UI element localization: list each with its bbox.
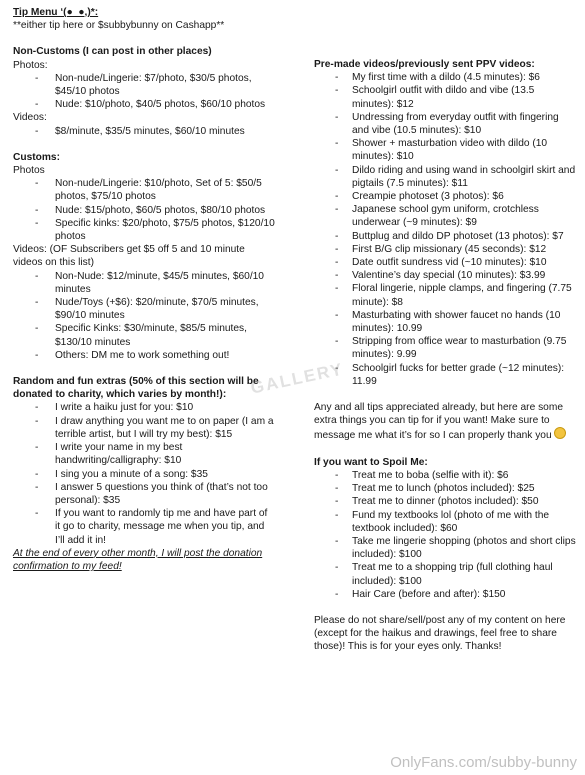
- extras-heading: Random and fun extras (50% of this section will be donated to charity, which varies by month!):: [13, 376, 259, 401]
- list-item: - Floral lingerie, nipple clamps, and fingering (7.75 minute): $8: [314, 282, 576, 308]
- list-item: - Buttplug and dildo DP photoset (13 photos): $7: [314, 230, 576, 243]
- appreciation-body: Any and all tips appreciated already, but here are some extra things you can tip for if you want! Make sure to message me what it’s for so I can properly thank you: [314, 402, 563, 442]
- spoil-heading: If you want to Spoil Me:: [314, 456, 428, 468]
- list-item: - Nude: $15/photo, $60/5 photos, $80/10 photos: [13, 204, 275, 217]
- premade-list: [314, 71, 576, 388]
- appreciation-text: [314, 401, 576, 443]
- list-item: - Others: DM me to work something out!: [13, 349, 275, 362]
- list-item: - Treat me to a shopping trip (full clothing haul included): $100: [314, 561, 576, 587]
- center-watermark: GALLERY: [249, 359, 346, 398]
- noncustoms-heading: Non-Customs (I can post in other places): [13, 46, 212, 58]
- list-item: - Nude: $10/photo, $40/5 photos, $60/10 photos: [13, 98, 275, 111]
- list-item: - Date outfit sundress vid (~10 minutes): $10: [314, 256, 576, 269]
- list-item: - Treat me to dinner (photos included): $50: [314, 495, 576, 508]
- customs-heading: Customs:: [13, 151, 60, 163]
- list-item: - Fund my textbooks lol (photo of me with the textbook included): $60: [314, 509, 576, 535]
- left-column: [13, 6, 275, 573]
- list-item: - Shower + masturbation video with dildo (10 minutes): $10: [314, 137, 576, 163]
- list-item: - If you want to randomly tip me and have part of it go to charity, message me when you tip, and I’ll add it in!: [13, 507, 275, 547]
- list-item: - Creampie photoset (3 photos): $6: [314, 190, 576, 203]
- list-item: - I draw anything you want me to on paper (I am a terrible artist, but I will try my best): $15: [13, 415, 275, 441]
- customs-photos-label: Photos: [13, 165, 45, 177]
- list-item: - Specific kinks: $20/photo, $75/5 photos, $120/10 photos: [13, 217, 275, 243]
- menu-title: Tip Menu ‘(●_●,)*:: [13, 7, 99, 18]
- list-item: - Treat me to boba (selfie with it): $6: [314, 469, 576, 482]
- list-item: - Stripping from office wear to masturbation (9.75 minutes): 9.99: [314, 335, 576, 361]
- list-item: - $8/minute, $35/5 minutes, $60/10 minutes: [13, 125, 275, 138]
- premade-heading: Pre-made videos/previously sent PPV videos:: [314, 59, 535, 70]
- list-item: - I sing you a minute of a song: $35: [13, 468, 275, 481]
- list-item: - Nude/Toys (+$6): $20/minute, $70/5 minutes, $90/10 minutes: [13, 296, 275, 322]
- list-item: - I write your name in my best handwriting/calligraphy: $10: [13, 441, 275, 467]
- list-item: - Japanese school gym uniform, crotchless underwear (~9 minutes): $9: [314, 203, 576, 229]
- list-item: - Specific Kinks: $30/minute, $85/5 minutes, $130/10 minutes: [13, 322, 275, 348]
- list-item: - Masturbating with shower faucet no hands (10 minutes): 10.99: [314, 309, 576, 335]
- extras-footer: At the end of every other month, I will post the donation confirmation to my feed!: [13, 547, 263, 572]
- list-item: - Non-nude/Lingerie: $10/photo, Set of 5: $50/5 photos, $75/10 photos: [13, 177, 275, 203]
- list-item: - First B/G clip missionary (45 seconds): $12: [314, 243, 576, 256]
- closing-text: Please do not share/sell/post any of my content on here (except for the haikus and drawings, feel free to share those)! This is for your eyes only. Thanks!: [314, 614, 566, 653]
- noncustoms-videos-label: Videos:: [13, 112, 47, 124]
- list-item: - Valentine’s day special (10 minutes): $3.99: [314, 269, 576, 282]
- noncustoms-videos-list: [13, 125, 275, 138]
- corner-watermark: OnlyFans.com/subby-bunny: [390, 753, 577, 771]
- list-item: - I answer 5 questions you think of (that’s not too personal): $35: [13, 481, 275, 507]
- customs-photos-list: [13, 177, 275, 243]
- list-item: - Schoolgirl outfit with dildo and vibe (13.5 minutes): $12: [314, 84, 576, 110]
- customs-videos-list: [13, 270, 275, 362]
- list-item: - My first time with a dildo (4.5 minutes): $6: [314, 71, 576, 84]
- spoil-list: [314, 469, 576, 601]
- list-item: - Treat me to lunch (photos included): $25: [314, 482, 576, 495]
- noncustoms-photos-list: [13, 72, 275, 112]
- list-item: - Schoolgirl fucks for better grade (~12 minutes): 11.99: [314, 362, 576, 388]
- list-item: - Non-Nude: $12/minute, $45/5 minutes, $60/10 minutes: [13, 270, 275, 296]
- list-item: - Hair Care (before and after): $150: [314, 588, 576, 601]
- smiling-face-icon: [554, 427, 566, 439]
- list-item: - Take me lingerie shopping (photos and short clips included): $100: [314, 535, 576, 561]
- list-item: - Dildo riding and using wand in schoolgirl skirt and pigtails (7.5 minutes): $11: [314, 164, 576, 190]
- list-item: - Non-nude/Lingerie: $7/photo, $30/5 photos, $45/10 photos: [13, 72, 275, 98]
- right-column: [314, 58, 576, 654]
- extras-list: [13, 401, 275, 546]
- customs-videos-label: Videos: (OF Subscribers get $5 off 5 and 10 minute videos on this list): [13, 244, 245, 269]
- tip-note: **either tip here or $subbybunny on Cashapp**: [13, 20, 225, 32]
- list-item: - I write a haiku just for you: $10: [13, 401, 275, 414]
- noncustoms-photos-label: Photos:: [13, 59, 48, 71]
- list-item: - Undressing from everyday outfit with fingering and vibe (10.5 minutes): $10: [314, 111, 576, 137]
